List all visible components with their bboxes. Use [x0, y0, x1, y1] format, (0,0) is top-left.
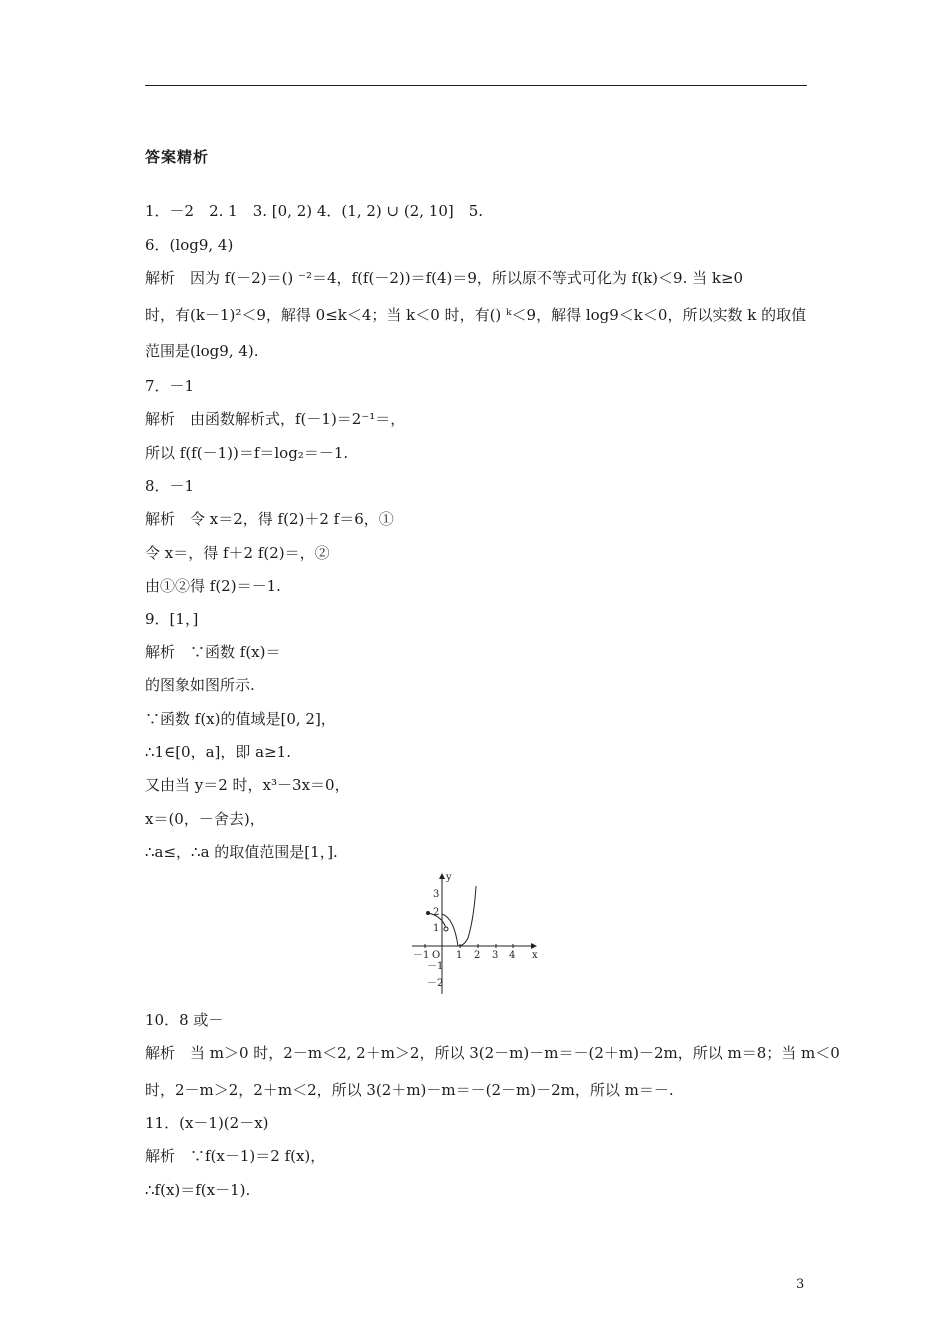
x-tick-label: 1	[456, 950, 463, 961]
answer-line: x＝(0，－舍去)，	[145, 810, 265, 828]
answer-line: 由①②得 f(2)＝－1.	[145, 577, 281, 595]
curve-right	[442, 886, 476, 946]
y-tick-label: 3	[433, 889, 440, 900]
answer-line: 解析 ∵函数 f(x)＝	[145, 643, 281, 661]
answer-line: 令 x＝，得 f＋2 f(2)＝，②	[145, 544, 330, 562]
answer-line: ∴f(x)＝f(x－1).	[145, 1181, 251, 1199]
page-number: 3	[796, 1277, 805, 1292]
answer-line: 时，有(k－1)²＜9，解得 0≤k＜4；当 k＜0 时，有() ᵏ＜9，解得 log9＜k＜0，所以实数 k 的取值	[145, 306, 807, 324]
filled-endpoint	[426, 911, 430, 915]
x-tick-label: 2	[474, 950, 481, 961]
answer-line: ∴1∈[0，a]，即 a≥1.	[145, 743, 291, 761]
y-tick-label: 2	[433, 907, 440, 918]
answer-line: 又由当 y＝2 时，x³－3x＝0，	[145, 776, 350, 794]
answer-line: 10．8 或－	[145, 1011, 224, 1029]
x-tick-label: 3	[492, 950, 499, 961]
answer-line: 6．(log9, 4)	[145, 236, 234, 254]
answer-line: 解析 令 x＝2，得 f(2)＋2 f＝6，①	[145, 510, 394, 528]
answer-line: 8．－1	[145, 477, 195, 495]
open-endpoint	[444, 927, 448, 931]
answer-line: 解析 由函数解析式，f(－1)＝2⁻¹＝，	[145, 410, 406, 428]
answer-line: 7．－1	[145, 377, 195, 395]
answer-line: 的图象如图所示.	[145, 676, 255, 694]
answer-line: ∵函数 f(x)的值域是[0, 2]，	[145, 710, 336, 728]
y-tick-label: －2	[427, 978, 444, 989]
x-axis-label: x	[532, 950, 538, 961]
section-heading: 答案精析	[145, 148, 210, 166]
x-tick-label: －1	[413, 950, 430, 961]
y-tick-label: －1	[427, 961, 444, 972]
function-graph	[408, 868, 542, 998]
origin-label: O	[432, 950, 441, 961]
answer-line: 解析 ∵f(x－1)＝2 f(x)，	[145, 1147, 326, 1165]
header-rule	[145, 85, 807, 86]
answer-line: 11．(x－1)(2－x)	[145, 1114, 269, 1132]
answer-line: 解析 当 m＞0 时，2－m＜2, 2＋m＞2，所以 3(2－m)－m＝－(2＋m)－2m，所以 m＝8；当 m＜0	[145, 1044, 840, 1062]
answer-line: ∴a≤，∴a 的取值范围是[1，].	[145, 843, 338, 861]
answer-line: 范围是(log9, 4).	[145, 342, 259, 360]
answer-line: 时，2－m＞2，2＋m＜2，所以 3(2＋m)－m＝－(2－m)－2m，所以 m＝－.	[145, 1081, 674, 1099]
x-tick-label: 4	[509, 950, 516, 961]
y-axis-label: y	[446, 872, 452, 883]
answer-line: 9．[1，]	[145, 610, 199, 628]
y-tick-label: 1	[433, 923, 440, 934]
answer-line: 1．－2 2. 1 3. [0, 2) 4．(1, 2) ∪ (2, 10] 5.	[145, 202, 484, 220]
answer-line: 解析 因为 f(－2)＝() ⁻²＝4，f(f(－2))＝f(4)＝9，所以原不等式可化为 f(k)＜9. 当 k≥0	[145, 269, 744, 287]
answer-line: 所以 f(f(－1))＝f＝log₂＝－1.	[145, 444, 349, 462]
